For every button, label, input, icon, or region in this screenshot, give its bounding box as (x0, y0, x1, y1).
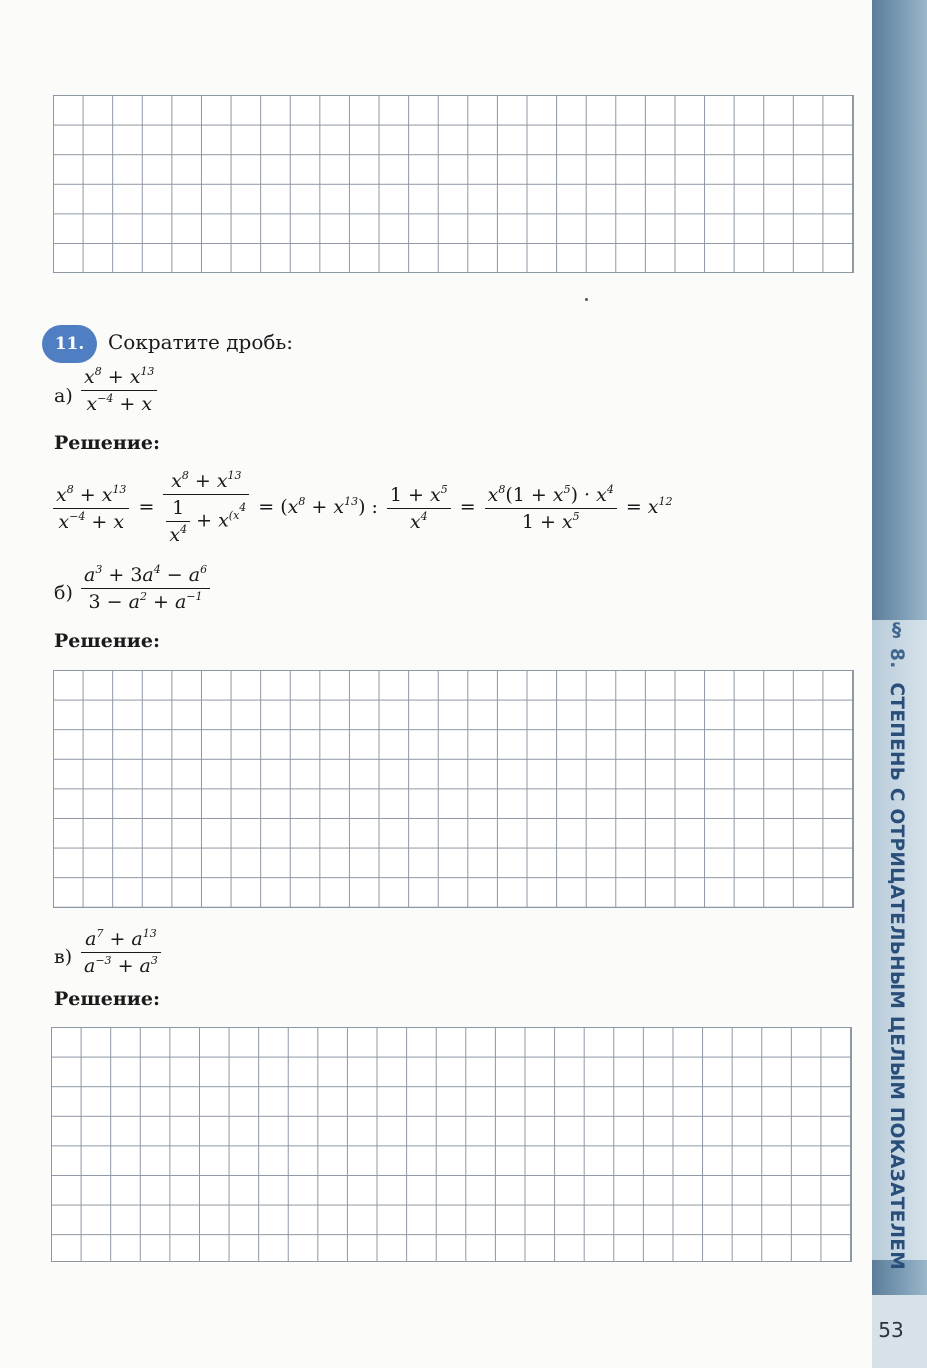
task-number-badge: 11. (42, 325, 97, 363)
answer-grid-top (53, 95, 854, 273)
answer-grid-v (51, 1027, 852, 1262)
page-number: 53 (878, 1318, 904, 1342)
task-prompt: Сократите дробь: (108, 330, 294, 354)
solution-label-a: Решение: (54, 432, 160, 454)
print-speck (585, 298, 588, 301)
answer-grid-b (53, 670, 854, 908)
fraction-v: $\frac{a^7 + a^{13}}{a^{-3} + a^3}$ (78, 928, 164, 977)
section-title: СТЕПЕНЬ С ОТРИЦАТЕЛЬНЫМ ЦЕЛЫМ ПОКАЗАТЕЛЕМ (886, 682, 907, 1270)
solution-a-expression: $\frac{x^8 + x^{13}}{x^{-4} + x}$ = $x^8 + x^{13}$ $\frac{1}{x^4}$ + $x^{(x^4}$ = $(x^8 + x^{13})$ : $\frac{1 + x^5}{x^4}$ = $\frac{x^8(1 + x^5) \cdot x^4}{1 + x^5}$ = $x^{12}$ (50, 470, 673, 546)
fraction-a: $\frac{x^8 + x^{13}}{x^{-4} + x}$ (78, 366, 160, 415)
fraction-b: $\frac{a^3 + 3a^4 - a^6}{3 - a^2 + a^{-1}}$ (78, 564, 213, 613)
solution-label-v: Решение: (54, 988, 160, 1010)
part-a-label: а) (54, 385, 73, 407)
section-number: § 8. (886, 620, 907, 669)
part-b-label: б) (54, 582, 73, 604)
chapter-title (873, 620, 907, 1270)
part-v-label: в) (54, 946, 73, 968)
solution-label-b: Решение: (54, 630, 160, 652)
